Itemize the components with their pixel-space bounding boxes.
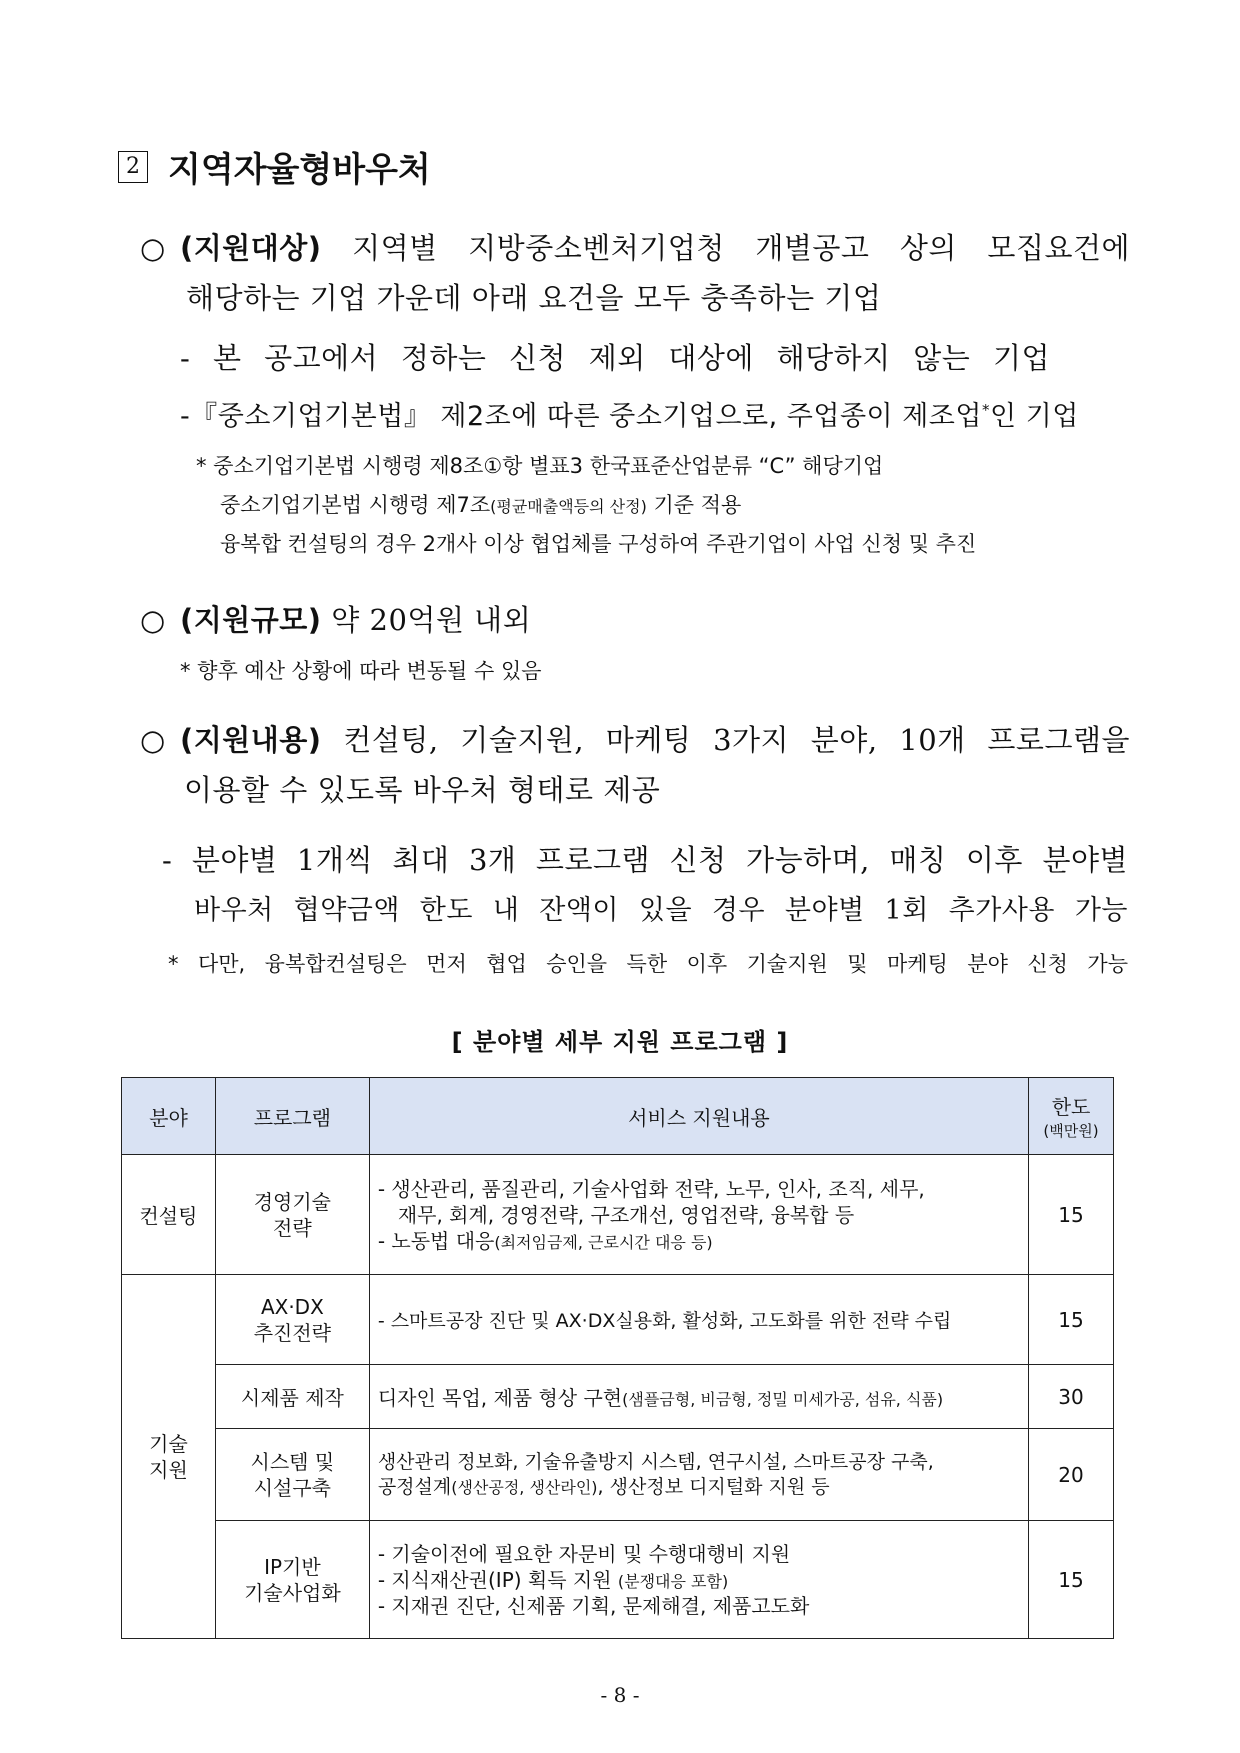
service-cell: - 생산관리, 품질관리, 기술사업화 전략, 노무, 인사, 조직, 세무, 재무, 회계, 경영전략, 구조개선, 영업전략, 융복합 등 - 노동법 대응(최저임금제, 근로시간 대응 등) [369, 1155, 1028, 1275]
content-label: (지원내용) [180, 723, 322, 757]
service-cell: - 스마트공장 진단 및 AX·DX실용화, 활성화, 고도화를 위한 전략 수립 [369, 1275, 1028, 1365]
service-cell: 생산관리 정보화, 기술유출방지 시스템, 연구시설, 스마트공장 구축, 공정설계(생산공정, 생산라인), 생산정보 디지털화 지원 등 [369, 1429, 1028, 1521]
program-cell: 경영기술 전략 [215, 1155, 369, 1275]
page-number: - 8 - [600, 1683, 640, 1707]
content-dash1-line2: 바우처 협약금액 한도 내 잔액이 있을 경우 분야별 1회 추가사용 가능 [194, 895, 1128, 926]
header-limit: 한도 (백만원) [1029, 1078, 1114, 1155]
limit-cell: 15 [1029, 1155, 1114, 1275]
target-note3: 융복합 컨설팅의 경우 2개사 이상 협업체를 구성하여 주관기업이 사업 신청 및 추진 [220, 532, 977, 556]
limit-cell: 15 [1029, 1521, 1114, 1639]
program-cell: AX·DX 추진전략 [215, 1275, 369, 1365]
service-cell: - 기술이전에 필요한 자문비 및 수행대행비 지원 - 지식재산권(IP) 획득 지원 (분쟁대응 포함) - 지재권 진단, 신제품 기획, 문제해결, 제품고도화 [369, 1521, 1028, 1639]
scale-label: (지원규모) [180, 603, 322, 637]
table-row [122, 1365, 1114, 1429]
content-note: * 다만, 융복합컨설팅은 먼저 협업 승인을 득한 이후 기술지원 및 마케팅 분야 신청 가능 [168, 952, 1128, 976]
limit-cell: 20 [1029, 1429, 1114, 1521]
content-dash1-line1: - 분야별 1개씩 최대 3개 프로그램 신청 가능하며, 매칭 이후 분야별 [162, 843, 1128, 877]
header-program: 프로그램 [215, 1078, 369, 1155]
scale-line: ○ (지원규모) 약 20억원 내외 [140, 603, 532, 637]
table-row [122, 1155, 1114, 1275]
section-number: 2 [118, 151, 148, 183]
section-title-text: 지역자율형바우처 [168, 150, 431, 190]
table-title: [ 분야별 세부 지원 프로그램 ] [451, 1028, 789, 1056]
target-note2: 중소기업기본법 시행령 제7조(평균매출액등의 산정) 기준 적용 [220, 493, 742, 517]
scale-note: * 향후 예산 상황에 따라 변동될 수 있음 [180, 659, 542, 683]
program-cell: 시스템 및 시설구축 [215, 1429, 369, 1521]
table-row [122, 1275, 1114, 1365]
scale-text: 약 20억원 내외 [331, 603, 532, 637]
header-field: 분야 [122, 1078, 216, 1155]
content-line2: 이용할 수 있도록 바우처 형태로 제공 [184, 773, 661, 807]
field-cell: 기술 지원 [122, 1275, 216, 1639]
service-cell: 디자인 목업, 제품 형상 구현(샘플금형, 비금형, 정밀 미세가공, 섬유, 식품) [369, 1365, 1028, 1429]
program-cell: IP기반 기술사업화 [215, 1521, 369, 1639]
table-row [122, 1521, 1114, 1639]
table-header-row [122, 1078, 1114, 1155]
target-dash2: -『중소기업기본법』 제2조에 따른 중소기업으로, 주업종이 제조업*인 기업 [180, 401, 1079, 432]
field-cell: 컨설팅 [122, 1155, 216, 1275]
section-title [118, 142, 431, 191]
header-service: 서비스 지원내용 [369, 1078, 1028, 1155]
target-text1: 지역별 지방중소벤처기업청 개별공고 상의 모집요건에 [352, 231, 1131, 265]
limit-cell: 30 [1029, 1365, 1114, 1429]
target-note1: * 중소기업기본법 시행령 제8조①항 별표3 한국표준산업분류 “C” 해당기업 [196, 454, 884, 478]
bullet: ○ [140, 231, 166, 265]
target-line2: 해당하는 기업 가운데 아래 요건을 모두 충족하는 기업 [186, 281, 882, 315]
content-line1: ○ (지원내용) 컨설팅, 기술지원, 마케팅 3가지 분야, 10개 프로그램을 [140, 723, 1130, 757]
target-line1 [140, 226, 1130, 267]
program-cell: 시제품 제작 [215, 1365, 369, 1429]
table-row [122, 1429, 1114, 1521]
program-table [121, 1077, 1114, 1639]
target-label: (지원대상) [180, 231, 322, 265]
target-dash1: - 본 공고에서 정하는 신청 제외 대상에 해당하지 않는 기업 [180, 341, 1050, 375]
limit-cell: 15 [1029, 1275, 1114, 1365]
